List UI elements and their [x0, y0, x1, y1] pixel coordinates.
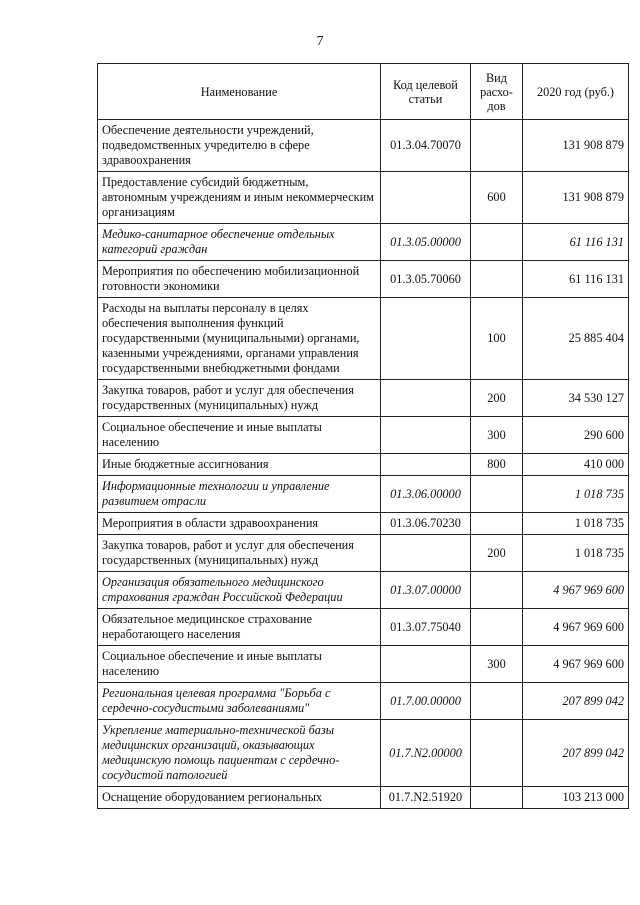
- budget-table: [97, 63, 629, 809]
- row-type: 100: [471, 298, 523, 380]
- row-type: 600: [471, 172, 523, 224]
- row-amount: 61 116 131: [523, 224, 629, 261]
- row-name: Организация обязательного медицинского страхования граждан Российской Федерации: [98, 572, 381, 609]
- row-amount: 4 967 969 600: [523, 572, 629, 609]
- row-amount: 290 600: [523, 417, 629, 454]
- row-type: [471, 683, 523, 720]
- table-row: [98, 476, 629, 513]
- row-name: Укрепление материально-технической базы медицинских организаций, оказывающих медицинскую помощь пациентам с сердечно-сосудистой патологией: [98, 720, 381, 787]
- row-name: Оснащение оборудованием региональных: [98, 787, 381, 809]
- row-amount: 4 967 969 600: [523, 646, 629, 683]
- table-header-row: [98, 64, 629, 120]
- row-type: 200: [471, 380, 523, 417]
- row-code: [381, 535, 471, 572]
- row-amount: 1 018 735: [523, 513, 629, 535]
- row-name: Мероприятия по обеспечению мобилизационной готовности экономики: [98, 261, 381, 298]
- header-type: Вид расхо-дов: [471, 64, 523, 120]
- row-code: 01.3.06.00000: [381, 476, 471, 513]
- row-amount: 207 899 042: [523, 683, 629, 720]
- row-code: [381, 417, 471, 454]
- table-row: [98, 261, 629, 298]
- row-code: 01.3.06.70230: [381, 513, 471, 535]
- table-row: [98, 720, 629, 787]
- row-type: [471, 720, 523, 787]
- table-row: [98, 513, 629, 535]
- table-row: [98, 224, 629, 261]
- row-code: 01.7.00.00000: [381, 683, 471, 720]
- header-name: Наименование: [98, 64, 381, 120]
- row-amount: 207 899 042: [523, 720, 629, 787]
- row-type: [471, 476, 523, 513]
- table-row: [98, 454, 629, 476]
- row-code: 01.3.07.75040: [381, 609, 471, 646]
- row-type: [471, 609, 523, 646]
- table-row: [98, 609, 629, 646]
- row-amount: 103 213 000: [523, 787, 629, 809]
- row-name: Социальное обеспечение и иные выплаты населению: [98, 646, 381, 683]
- row-code: 01.7.N2.51920: [381, 787, 471, 809]
- table-row: [98, 572, 629, 609]
- header-amount: 2020 год (руб.): [523, 64, 629, 120]
- row-type: [471, 513, 523, 535]
- table-row: [98, 417, 629, 454]
- row-name: Закупка товаров, работ и услуг для обеспечения государственных (муниципальных) нужд: [98, 535, 381, 572]
- table-row: [98, 787, 629, 809]
- row-type: 800: [471, 454, 523, 476]
- row-name: Информационные технологии и управление развитием отрасли: [98, 476, 381, 513]
- row-code: [381, 172, 471, 224]
- row-amount: 25 885 404: [523, 298, 629, 380]
- page-number: 7: [316, 34, 324, 49]
- row-amount: 1 018 735: [523, 535, 629, 572]
- row-amount: 61 116 131: [523, 261, 629, 298]
- row-amount: 131 908 879: [523, 172, 629, 224]
- row-amount: 34 530 127: [523, 380, 629, 417]
- row-type: 200: [471, 535, 523, 572]
- table-row: [98, 535, 629, 572]
- row-type: 300: [471, 417, 523, 454]
- row-name: Иные бюджетные ассигнования: [98, 454, 381, 476]
- row-name: Предоставление субсидий бюджетным, автономным учреждениям и иным некоммерческим организациям: [98, 172, 381, 224]
- row-amount: 4 967 969 600: [523, 609, 629, 646]
- row-name: Обязательное медицинское страхование неработающего населения: [98, 609, 381, 646]
- row-type: 300: [471, 646, 523, 683]
- table-body: [98, 120, 629, 809]
- row-amount: 131 908 879: [523, 120, 629, 172]
- row-type: [471, 787, 523, 809]
- table-row: [98, 172, 629, 224]
- table-row: [98, 683, 629, 720]
- row-type: [471, 120, 523, 172]
- row-name: Медико-санитарное обеспечение отдельных категорий граждан: [98, 224, 381, 261]
- row-code: 01.3.07.00000: [381, 572, 471, 609]
- row-type: [471, 261, 523, 298]
- row-type: [471, 572, 523, 609]
- row-name: Закупка товаров, работ и услуг для обеспечения государственных (муниципальных) нужд: [98, 380, 381, 417]
- row-type: [471, 224, 523, 261]
- row-code: 01.3.05.70060: [381, 261, 471, 298]
- row-code: 01.3.04.70070: [381, 120, 471, 172]
- row-name: Региональная целевая программа "Борьба с сердечно-сосудистыми заболеваниями": [98, 683, 381, 720]
- table-row: [98, 298, 629, 380]
- row-name: Социальное обеспечение и иные выплаты населению: [98, 417, 381, 454]
- row-amount: 410 000: [523, 454, 629, 476]
- row-code: 01.7.N2.00000: [381, 720, 471, 787]
- row-name: Мероприятия в области здравоохранения: [98, 513, 381, 535]
- table-row: [98, 380, 629, 417]
- row-code: [381, 298, 471, 380]
- row-code: [381, 380, 471, 417]
- header-code: Код целевой статьи: [381, 64, 471, 120]
- row-name: Расходы на выплаты персоналу в целях обеспечения выполнения функций государственными (муниципальными) органами, казенными учреждениями, органами управления государственными внебюджетными фондами: [98, 298, 381, 380]
- table-row: [98, 120, 629, 172]
- row-code: [381, 646, 471, 683]
- row-amount: 1 018 735: [523, 476, 629, 513]
- table-row: [98, 646, 629, 683]
- row-name: Обеспечение деятельности учреждений, подведомственных учредителю в сфере здравоохранения: [98, 120, 381, 172]
- row-code: 01.3.05.00000: [381, 224, 471, 261]
- row-code: [381, 454, 471, 476]
